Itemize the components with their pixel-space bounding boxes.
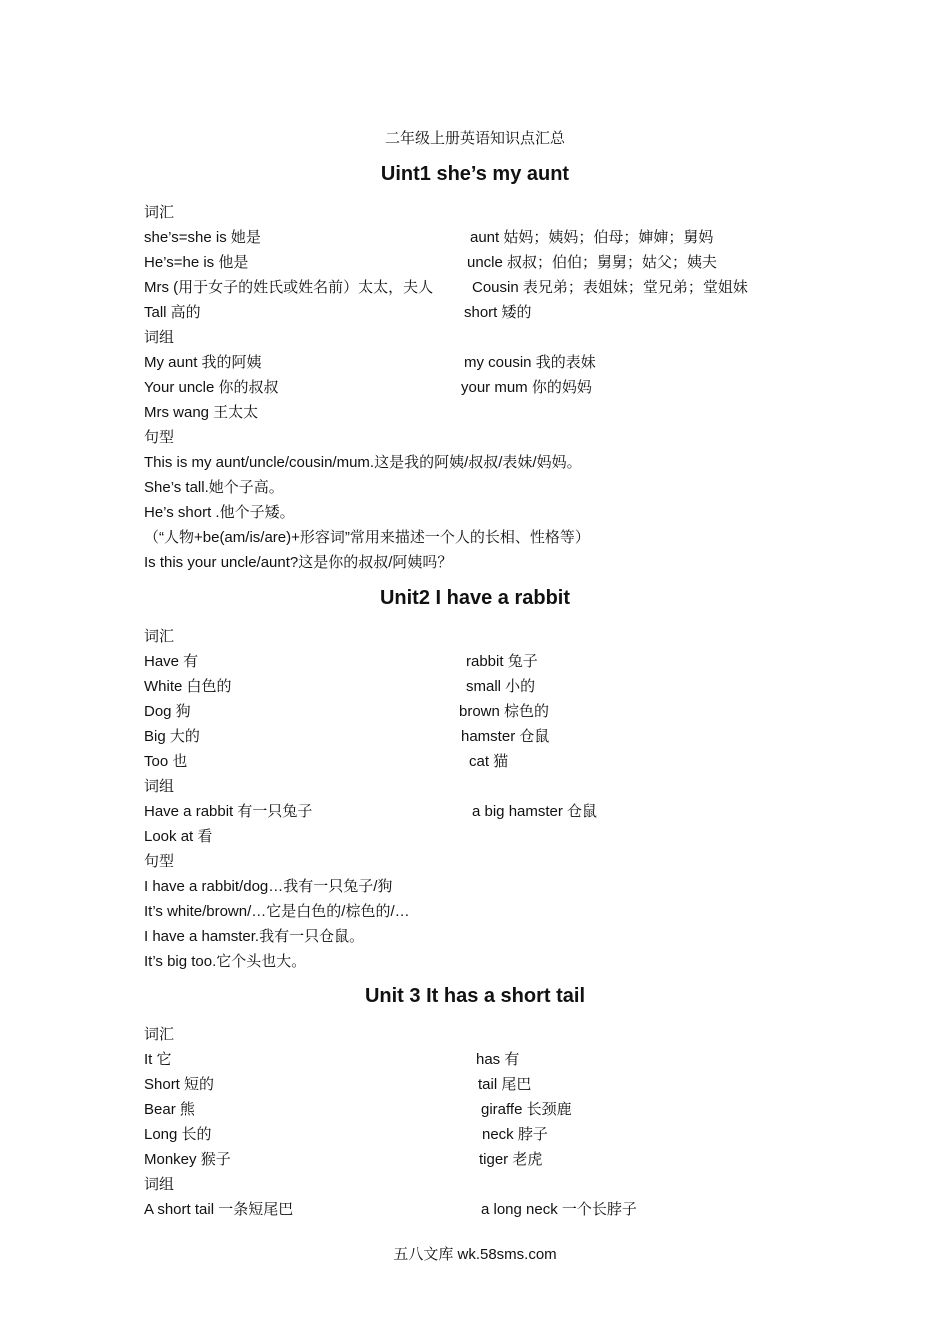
unit3-section-label-phrases: 词组: [144, 1176, 175, 1193]
unit1-heading: Uint1 she’s my aunt: [380, 163, 570, 185]
unit1-phrase-left: Mrs wang 王太太: [144, 404, 259, 421]
unit2-section-label-vocab: 词汇: [144, 628, 175, 645]
unit1-vocab-right: Cousin 表兄弟；表姐妹；堂兄弟；堂姐妹: [472, 279, 748, 296]
unit1-vocab-right: aunt 姑妈；姨妈；伯母；婶婶；舅妈: [470, 229, 714, 246]
unit2-phrase-left: Have a rabbit 有一只兔子: [144, 803, 313, 820]
unit3-vocab-right: tail 尾巴: [478, 1076, 532, 1093]
unit2-vocab-left: Too 也: [144, 753, 188, 770]
unit2-section-label-sentences: 句型: [144, 853, 175, 870]
unit3-vocab-left: Bear 熊: [144, 1101, 195, 1118]
unit1-vocab-left: Tall 高的: [144, 304, 201, 321]
unit2-vocab-left: Big 大的: [144, 728, 200, 745]
unit3-vocab-left: Monkey 猴子: [144, 1151, 231, 1168]
unit1-phrase-right: my cousin 我的表妹: [464, 354, 596, 371]
unit2-sentence: It’s white/brown/…它是白色的/棕色的/…: [144, 903, 410, 920]
unit2-sentence: I have a hamster.我有一只仓鼠。: [144, 928, 365, 945]
unit2-vocab-right: small 小的: [466, 678, 536, 695]
unit2-vocab-left: Dog 狗: [144, 703, 191, 720]
unit1-phrase-left: My aunt 我的阿姨: [144, 354, 262, 371]
unit1-sentence: She’s tall.她个子高。: [144, 479, 284, 496]
unit3-vocab-left: Long 长的: [144, 1126, 212, 1143]
unit3-phrase-right: a long neck 一个长脖子: [481, 1201, 637, 1218]
unit1-sentence: He’s short .他个子矮。: [144, 504, 295, 521]
unit3-vocab-right: has 有: [476, 1051, 520, 1068]
unit2-phrase-right: a big hamster 仓鼠: [472, 803, 598, 820]
unit3-vocab-left: It 它: [144, 1051, 172, 1068]
unit2-vocab-right: cat 猫: [469, 753, 509, 770]
unit1-phrase-right: your mum 你的妈妈: [461, 379, 592, 396]
unit1-section-label-sentences: 句型: [144, 429, 175, 446]
unit2-vocab-left: Have 有: [144, 653, 199, 670]
unit2-vocab-right: brown 棕色的: [459, 703, 550, 720]
unit1-vocab-left: Mrs (用于女子的姓氏或姓名前）太太，夫人: [144, 279, 434, 296]
unit2-heading: Unit2 I have a rabbit: [379, 587, 571, 609]
page-title: 二年级上册英语知识点汇总: [384, 129, 565, 147]
unit1-vocab-right: uncle 叔叔；伯伯；舅舅；姑父；姨夫: [467, 254, 718, 271]
unit2-vocab-right: rabbit 兔子: [466, 653, 538, 670]
unit2-section-label-phrases: 词组: [144, 778, 175, 795]
unit1-section-label-vocab: 词汇: [144, 204, 175, 221]
unit1-section-label-phrases: 词组: [144, 329, 175, 346]
unit1-vocab-left: He’s=he is 他是: [144, 254, 249, 271]
unit1-sentence: Is this your uncle/aunt?这是你的叔叔/阿姨吗？: [144, 554, 453, 571]
unit2-vocab-left: White 白色的: [144, 678, 232, 695]
unit3-vocab-right: neck 脖子: [482, 1126, 548, 1143]
unit2-phrase-left: Look at 看: [144, 828, 213, 845]
unit1-phrase-left: Your uncle 你的叔叔: [144, 379, 279, 396]
unit2-sentence: It’s big too.它个头也大。: [144, 953, 307, 970]
unit1-vocab-right: short 矮的: [464, 304, 532, 321]
unit1-sentence: This is my aunt/uncle/cousin/mum.这是我的阿姨/叔叔/表妹/妈妈。: [144, 454, 582, 471]
unit3-phrase-left: A short tail 一条短尾巴: [144, 1201, 294, 1218]
unit3-vocab-left: Short 短的: [144, 1076, 215, 1093]
unit3-vocab-right: giraffe 长颈鹿: [481, 1101, 572, 1118]
unit3-heading: Unit 3 It has a short tail: [364, 985, 586, 1007]
unit3-vocab-right: tiger 老虎: [479, 1151, 543, 1168]
unit3-section-label-vocab: 词汇: [144, 1026, 175, 1043]
unit2-sentence: I have a rabbit/dog…我有一只兔子/狗: [144, 878, 393, 895]
unit1-note: （“人物+be(am/is/are)+形容词”常用来描述一个人的长相、性格等）: [144, 529, 590, 546]
unit2-vocab-right: hamster 仓鼠: [461, 728, 550, 745]
footer-watermark: 五八文库 wk.58sms.com: [393, 1246, 557, 1263]
unit1-vocab-left: she’s=she is 她是: [144, 229, 261, 246]
